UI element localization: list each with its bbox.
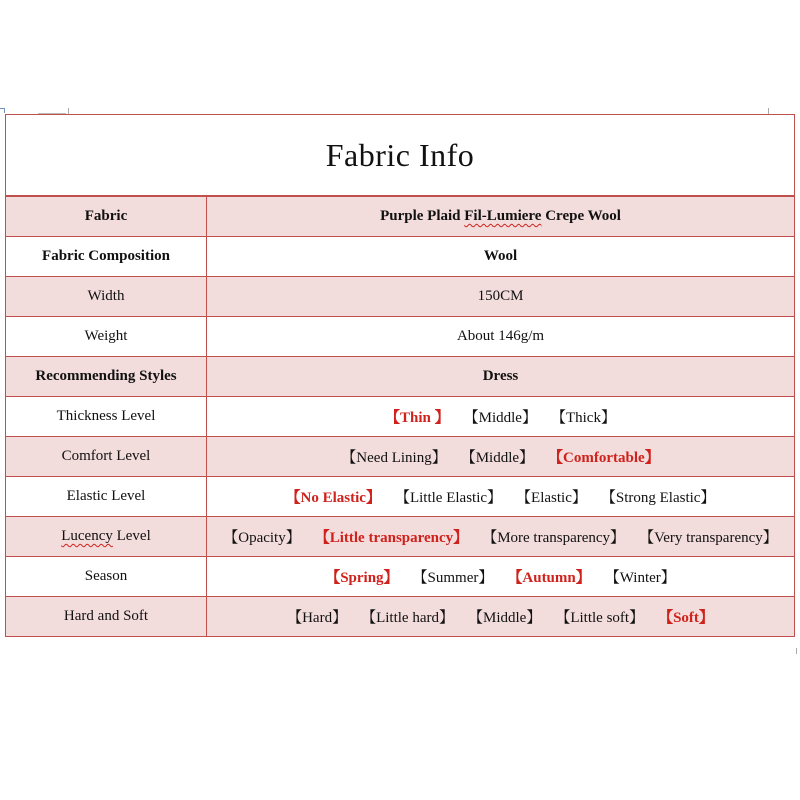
value-text-spellcheck: Fil-Lumiere bbox=[464, 208, 542, 224]
option: 【Thick】 bbox=[550, 410, 616, 426]
row-label: Hard and Soft bbox=[6, 597, 207, 637]
row-label: Recommending Styles bbox=[6, 357, 207, 397]
table-row bbox=[6, 277, 795, 317]
table-row bbox=[6, 397, 795, 437]
table-title: Fabric Info bbox=[6, 115, 795, 197]
label-text-spellcheck: Lucency bbox=[61, 528, 113, 544]
page-corner-mark bbox=[0, 108, 5, 113]
option-selected: 【No Elastic】 bbox=[285, 490, 381, 506]
row-label: Elastic Level bbox=[6, 477, 207, 517]
option: 【Very transparency】 bbox=[639, 530, 778, 546]
option: 【Little hard】 bbox=[361, 610, 454, 626]
value-text: Crepe Wool bbox=[541, 208, 621, 224]
option: 【Middle】 bbox=[460, 450, 535, 466]
row-value: 150CM bbox=[207, 277, 795, 317]
option: 【Hard】 bbox=[287, 610, 348, 626]
page-corner-mark bbox=[796, 648, 798, 654]
row-options bbox=[207, 517, 795, 557]
row-options bbox=[207, 437, 795, 477]
option: 【More transparency】 bbox=[482, 530, 626, 546]
label-text: Level bbox=[112, 528, 151, 544]
option: 【Strong Elastic】 bbox=[600, 490, 716, 506]
table-row bbox=[6, 237, 795, 277]
table-row bbox=[6, 196, 795, 237]
table-row bbox=[6, 357, 795, 397]
title-row bbox=[6, 115, 795, 197]
option: 【Summer】 bbox=[412, 570, 494, 586]
row-options bbox=[207, 397, 795, 437]
option: 【Opacity】 bbox=[223, 530, 301, 546]
table-row bbox=[6, 557, 795, 597]
option: 【Middle】 bbox=[467, 610, 542, 626]
row-value: About 146g/m bbox=[207, 317, 795, 357]
row-options bbox=[207, 557, 795, 597]
option-selected: 【Soft】 bbox=[658, 610, 714, 626]
table-row bbox=[6, 437, 795, 477]
table-row bbox=[6, 477, 795, 517]
row-value bbox=[207, 196, 795, 237]
row-options bbox=[207, 477, 795, 517]
fabric-info-table bbox=[5, 114, 795, 637]
row-label: Comfort Level bbox=[6, 437, 207, 477]
row-value: Wool bbox=[207, 237, 795, 277]
table-row bbox=[6, 597, 795, 637]
row-label: Thickness Level bbox=[6, 397, 207, 437]
row-label bbox=[6, 517, 207, 557]
option-selected: 【Little transparency】 bbox=[314, 530, 469, 546]
row-value: Dress bbox=[207, 357, 795, 397]
row-label: Weight bbox=[6, 317, 207, 357]
option: 【Little soft】 bbox=[555, 610, 645, 626]
option-selected: 【Thin 】 bbox=[385, 410, 450, 426]
option: 【Middle】 bbox=[463, 410, 537, 426]
table-row bbox=[6, 517, 795, 557]
option: 【Winter】 bbox=[604, 570, 676, 586]
option: 【Elastic】 bbox=[516, 490, 587, 506]
value-text: Purple Plaid bbox=[380, 208, 465, 224]
row-label: Season bbox=[6, 557, 207, 597]
option: 【Little Elastic】 bbox=[394, 490, 503, 506]
table-row bbox=[6, 317, 795, 357]
row-options bbox=[207, 597, 795, 637]
row-label: Fabric bbox=[6, 196, 207, 237]
option-selected: 【Spring】 bbox=[325, 570, 399, 586]
row-label: Width bbox=[6, 277, 207, 317]
option-selected: 【Comfortable】 bbox=[548, 450, 660, 466]
option: 【Need Lining】 bbox=[341, 450, 447, 466]
option-selected: 【Autumn】 bbox=[507, 570, 591, 586]
row-label: Fabric Composition bbox=[6, 237, 207, 277]
